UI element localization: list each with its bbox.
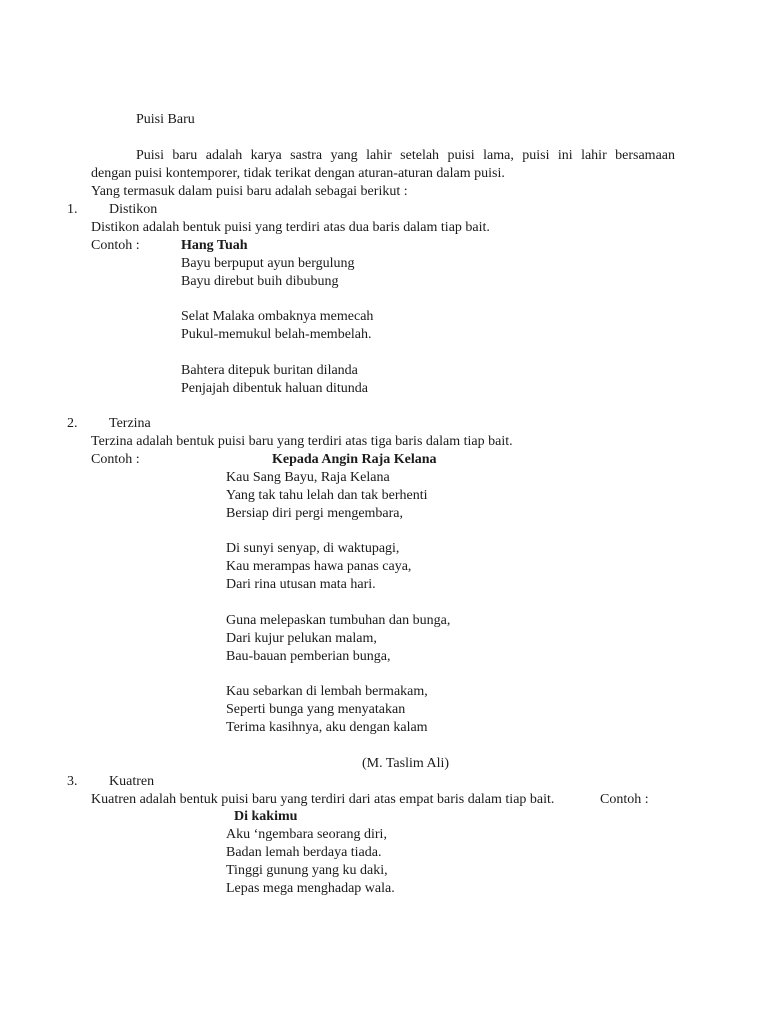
section-definition: Terzina adalah bentuk puisi baru yang terdiri atas tiga baris dalam tiap bait.	[91, 434, 513, 449]
section-heading-terzina: Terzina	[109, 416, 151, 431]
poem-line: Aku ‘ngembara seorang diri,	[226, 827, 387, 842]
poem-title-hang-tuah: Hang Tuah	[181, 238, 248, 253]
section-number: 2.	[67, 416, 78, 431]
poem-line: Badan lemah berdaya tiada.	[226, 845, 382, 860]
poem-title-kepada-angin: Kepada Angin Raja Kelana	[272, 452, 437, 467]
poem-line: Dari kujur pelukan malam,	[226, 631, 377, 646]
example-label: Contoh :	[600, 792, 649, 807]
example-label: Contoh :	[91, 238, 140, 253]
poem-line: Bayu direbut buih dibubung	[181, 274, 339, 289]
poem-line: Kau Sang Bayu, Raja Kelana	[226, 470, 390, 485]
poem-line: Selat Malaka ombaknya memecah	[181, 309, 374, 324]
section-heading-kuatren: Kuatren	[109, 774, 155, 789]
section-definition: Distikon adalah bentuk puisi yang terdiri atas dua baris dalam tiap bait.	[91, 220, 490, 235]
poem-author: (M. Taslim Ali)	[362, 756, 450, 771]
section-definition: Kuatren adalah bentuk puisi baru yang terdiri dari atas empat baris dalam tiap bait.	[91, 792, 555, 807]
poem-line: Penjajah dibentuk haluan ditunda	[181, 381, 369, 396]
poem-line: Dari rina utusan mata hari.	[226, 577, 376, 592]
section-number: 1.	[67, 202, 78, 217]
page-title: Puisi Baru	[136, 112, 195, 127]
poem-line: Guna melepaskan tumbuhan dan bunga,	[226, 613, 451, 628]
intro-line-1: Puisi baru adalah karya sastra yang lahir setelah puisi lama, puisi ini lahir bersamaan	[136, 148, 675, 163]
intro-line-3: Yang termasuk dalam puisi baru adalah sebagai berikut :	[91, 184, 408, 199]
poem-line: Di sunyi senyap, di waktupagi,	[226, 541, 400, 556]
poem-line: Seperti bunga yang menyatakan	[226, 702, 406, 717]
intro-line-2: dengan puisi kontemporer, tidak terikat dengan aturan-aturan dalam puisi.	[91, 166, 505, 181]
example-label: Contoh :	[91, 452, 140, 467]
poem-line: Bahtera ditepuk buritan dilanda	[181, 363, 358, 378]
poem-line: Bayu berpuput ayun bergulung	[181, 256, 355, 271]
poem-line: Pukul-memukul belah-membelah.	[181, 327, 372, 342]
poem-line: Kau merampas hawa panas caya,	[226, 559, 412, 574]
poem-line: Bersiap diri pergi mengembara,	[226, 506, 404, 521]
poem-line: Lepas mega menghadap wala.	[226, 881, 395, 896]
poem-line: Bau-bauan pemberian bunga,	[226, 649, 391, 664]
poem-title-di-kakimu: Di kakimu	[234, 809, 298, 824]
section-number: 3.	[67, 774, 78, 789]
poem-line: Kau sebarkan di lembah bermakam,	[226, 684, 428, 699]
poem-line: Terima kasihnya, aku dengan kalam	[226, 720, 428, 735]
section-heading-distikon: Distikon	[109, 202, 158, 217]
poem-line: Tinggi gunung yang ku daki,	[226, 863, 388, 878]
poem-line: Yang tak tahu lelah dan tak berhenti	[226, 488, 428, 503]
